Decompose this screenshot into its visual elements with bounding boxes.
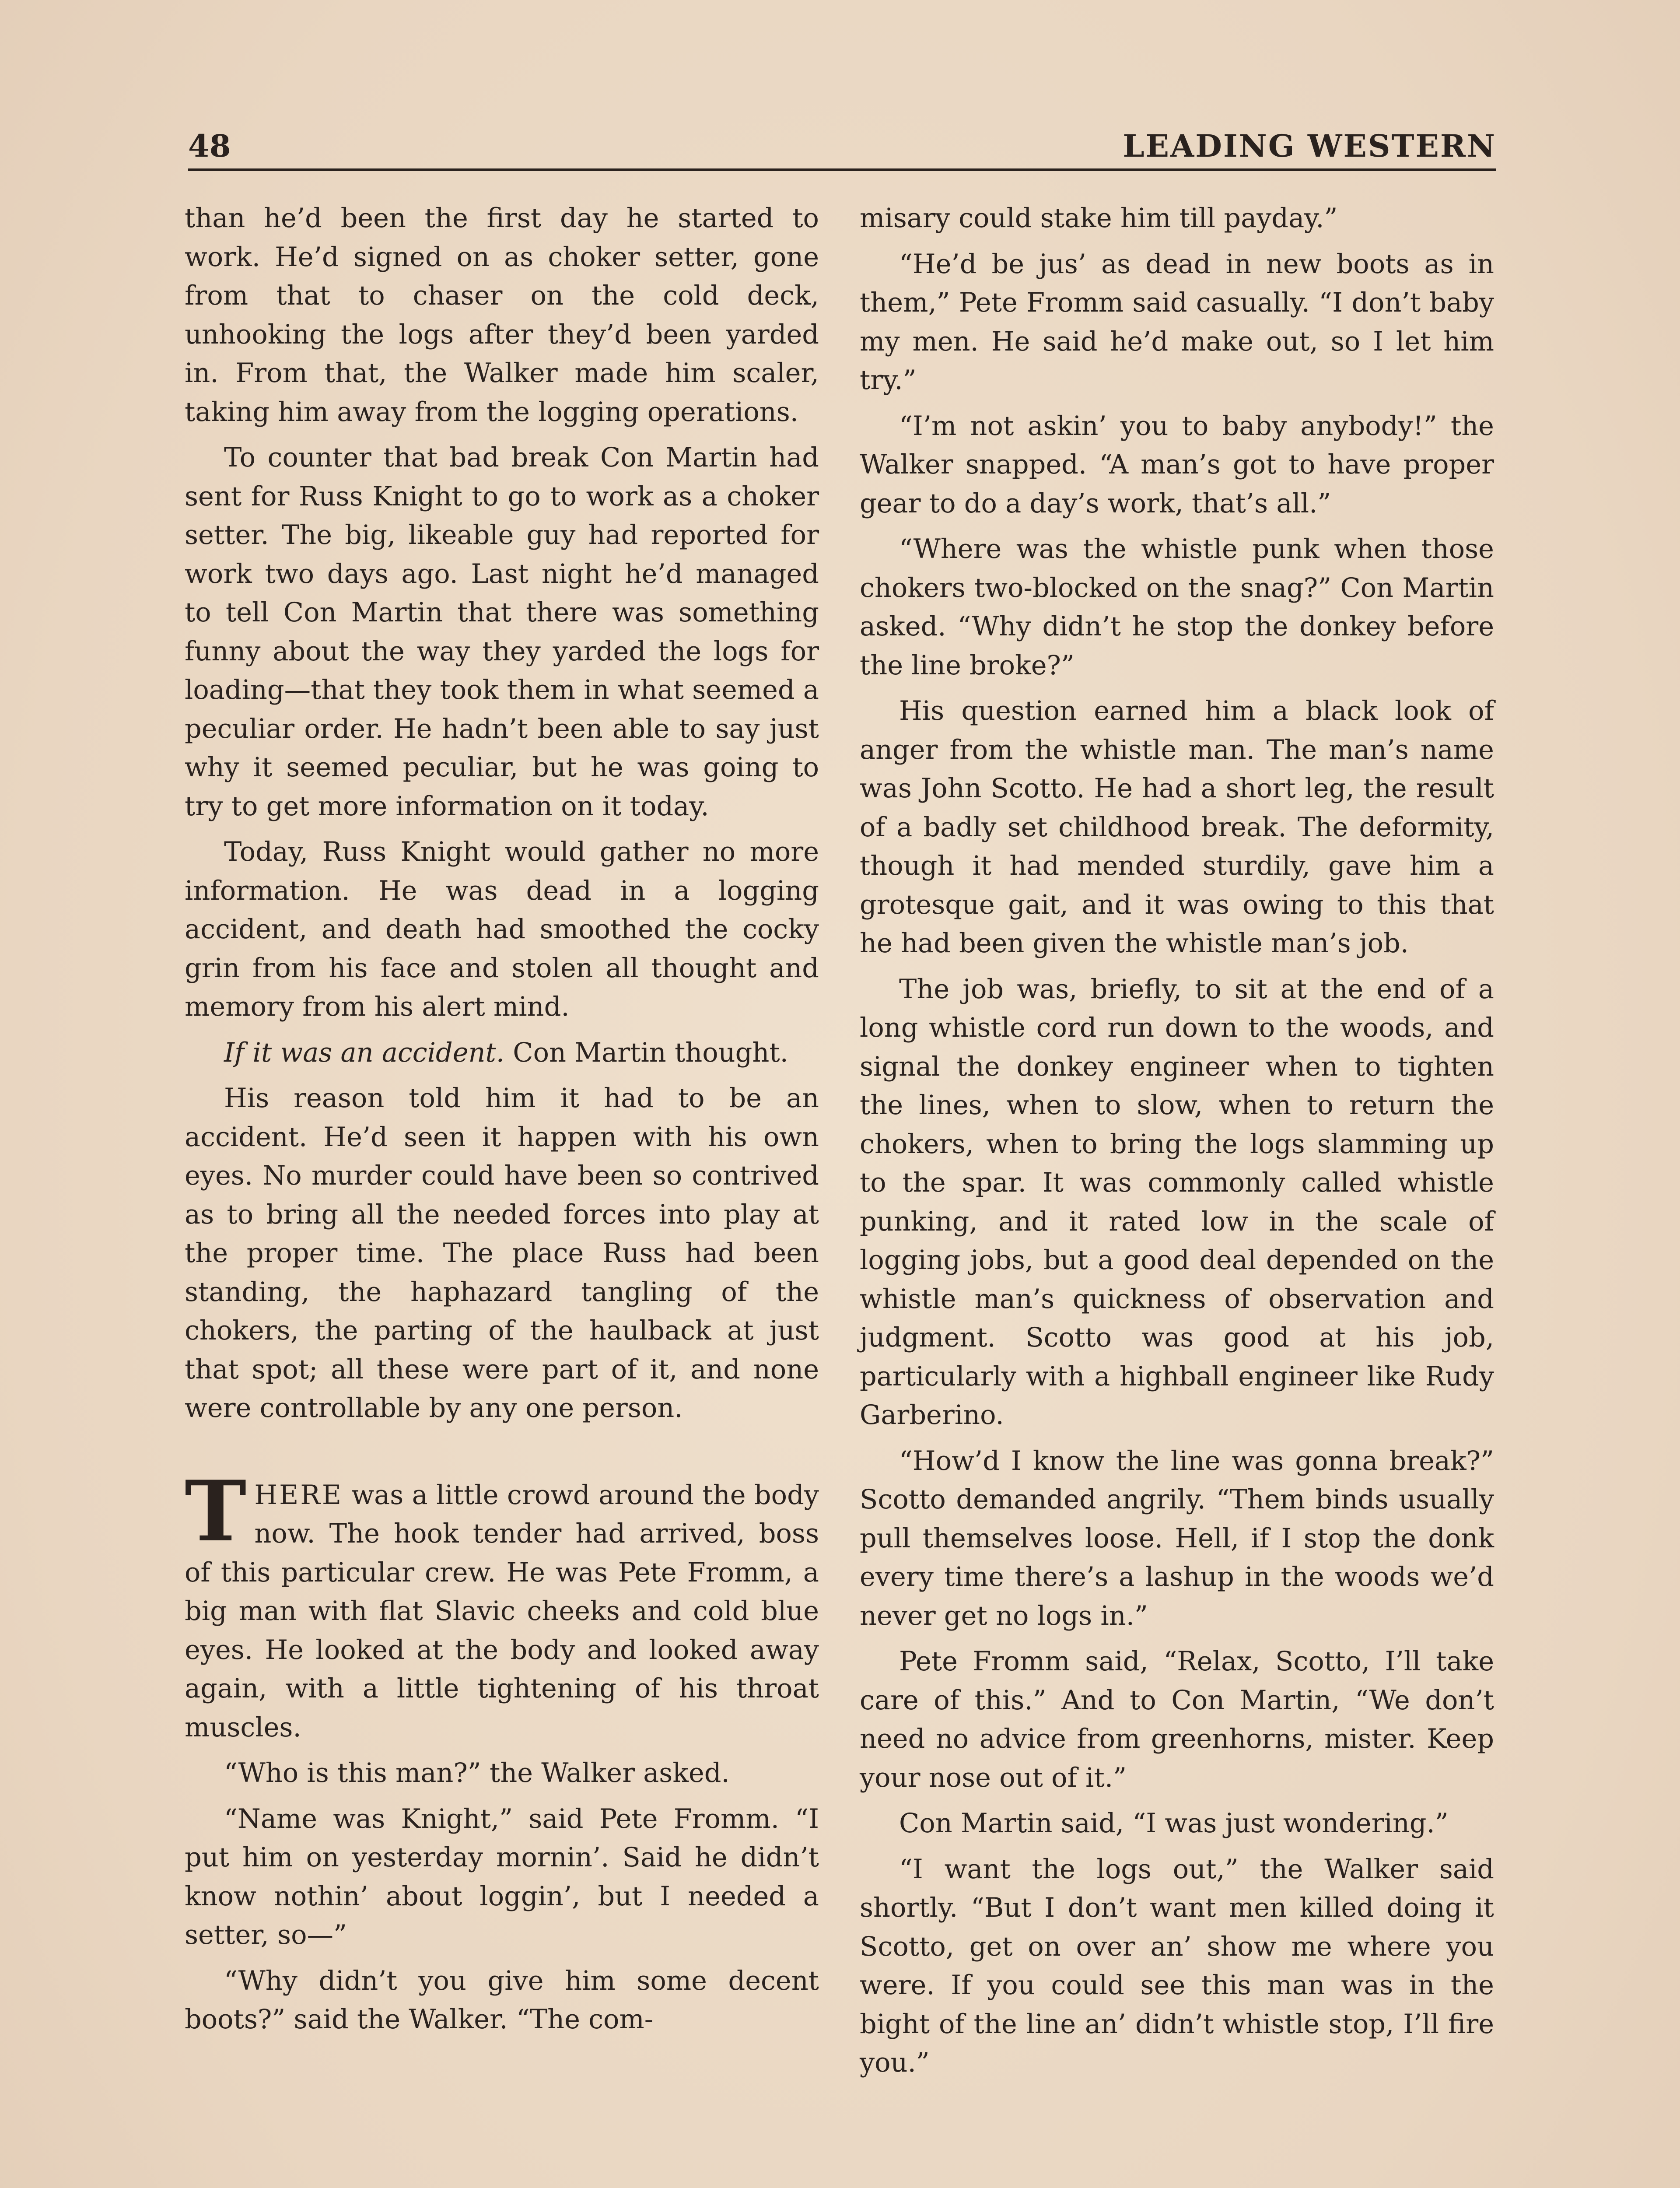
paragraph: To counter that bad break Con Martin had sent for Russ Knight to go to work as a choker setter. The big, likeable guy had reported for work two days ago. Last night he’d managed to tell Con Martin that there was something funny about the way they yarded the logs for loading—that they took them in what seemed a peculiar order. He hadn’t been able to say just why it seemed peculiar, but he was going to try to get more information on it today. bbox=[185, 442, 819, 822]
paragraph: The job was, briefly, to sit at the end of a long whistle cord run down to the woods, and signal the donkey engineer when to tighten the lines, when to slow, when to return the chokers, when to bring the logs slamming up to the spar. It was commonly called whistle punking, and it rated low in the scale of logging jobs, but a good deal depended on the whistle man’s quickness of observation and judgment. Scotto was good at his job, particularly with a highball engineer like Rudy Garberino. bbox=[860, 974, 1494, 1431]
right-column bbox=[860, 199, 1494, 2090]
paragraph: “I’m not askin’ you to baby anybody!” the Walker snapped. “A man’s got to have proper gear to do a day’s work, that’s all.” bbox=[860, 410, 1494, 519]
paragraph: His reason told him it had to be an accident. He’d seen it happen with his own eyes. No murder could have been so contrived as to bring all the needed forces into play at the proper time. The place Russ had been standing, the haphazard tangling of the chokers, the parting of the haulback at just that spot; all these were part of it, and none were controllable by any one person. bbox=[185, 1083, 819, 1424]
paragraph: “Who is this man?” the Walker asked. bbox=[224, 1758, 730, 1788]
paragraph: “Why didn’t you give him some decent boots?” said the Walker. “The com- bbox=[185, 1965, 819, 2035]
paragraph: “Where was the whistle punk when those chokers two-blocked on the snag?” Con Martin asked. “Why didn’t he stop the donkey before the line broke?” bbox=[860, 534, 1494, 681]
small-caps-word: HERE bbox=[254, 1480, 343, 1511]
paragraph: Con Martin said, “I was just wondering.” bbox=[899, 1808, 1449, 1839]
paragraph-text: was a little crowd around the body now. The hook tender had arrived, boss of this particular crew. He was Pete Fromm, a big man with flat Slavic cheeks and cold blue eyes. He looked at the body and looked away again, with a little tightening of his throat muscles. bbox=[185, 1480, 819, 1743]
paragraph: “How’d I know the line was gonna break?” Scotto demanded angrily. “Them binds usually pull themselves loose. Hell, if I stop the donk every time there’s a lashup in the woods we’d never get no logs in.” bbox=[860, 1445, 1494, 1631]
page-header bbox=[188, 120, 1496, 171]
paragraph-text: Con Martin thought. bbox=[504, 1037, 788, 1068]
italic-phrase: If it was an accident. bbox=[224, 1037, 505, 1068]
running-title: LEADING WESTERN bbox=[1123, 128, 1496, 164]
paragraph: Pete Fromm said, “Relax, Scotto, I’ll take care of this.” And to Con Martin, “We don’t need no advice from greenhorns, mister. Keep your nose out of it.” bbox=[860, 1646, 1494, 1793]
drop-cap: T bbox=[185, 1462, 247, 1560]
paragraph: Today, Russ Knight would gather no more information. He was dead in a logging accident, and death had smoothed the cocky grin from his face and stolen all thought and memory from his alert mind. bbox=[185, 837, 819, 1022]
paragraph: “I want the logs out,” the Walker said shortly. “But I don’t want men killed doing it Scotto, get on over an’ show me where you were. If you could see this man was in the bight of the line an’ didn’t whistle stop, I’ll fire you.” bbox=[860, 1854, 1494, 2078]
section-opening-paragraph bbox=[185, 1462, 819, 1747]
paragraph: His question earned him a black look of anger from the whistle man. The man’s name was John Scotto. He had a short leg, the result of a badly set childhood break. The deformity, though it had mended sturdily, gave him a grotesque gait, and it was owing to this that he had been given the whistle man’s job. bbox=[860, 696, 1494, 959]
paragraph: misary could stake him till payday.” bbox=[860, 203, 1338, 234]
paragraph: “Name was Knight,” said Pete Fromm. “I put him on yesterday mornin’. Said he didn’t know nothin’ about loggin’, but I needed a setter, so—” bbox=[185, 1803, 819, 1950]
paragraph: than he’d been the first day he started to work. He’d signed on as choker setter, gone from that to chaser on the cold deck, unhooking the logs after they’d been yarded in. From that, the Walker made him scaler, taking him away from the logging operations. bbox=[185, 203, 819, 428]
paragraph bbox=[185, 1034, 819, 1073]
left-column bbox=[185, 199, 819, 2046]
paragraph: “He’d be jus’ as dead in new boots as in them,” Pete Fromm said casually. “I don’t baby my men. He said he’d make out, so I let him try.” bbox=[860, 249, 1494, 396]
page-number: 48 bbox=[188, 128, 231, 164]
